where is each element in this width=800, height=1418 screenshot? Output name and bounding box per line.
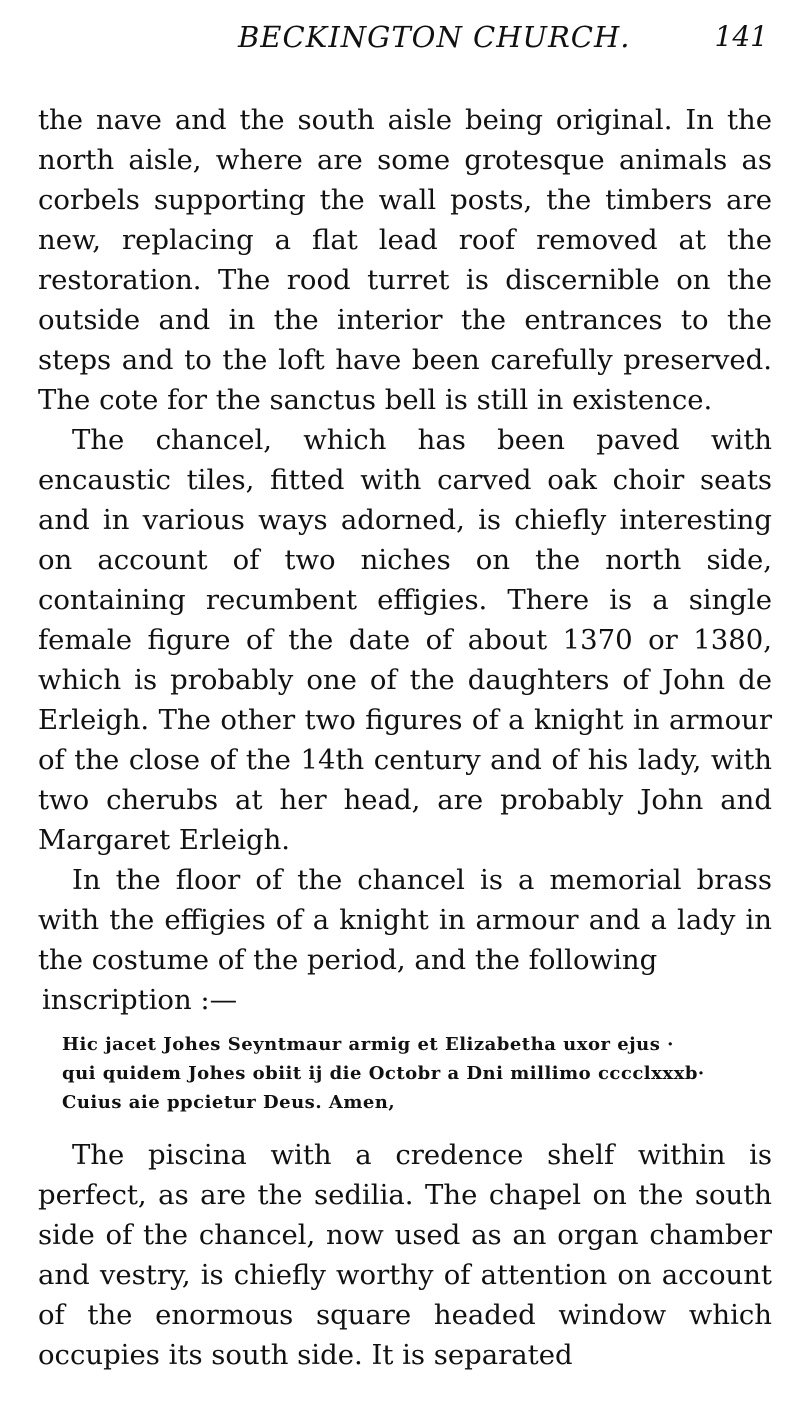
- running-title: BECKINGTON CHURCH.: [238, 20, 631, 54]
- paragraph-brass: In the floor of the chancel is a memorial brass with the effigies of a knight in armour and a lady in the costume of the period, and the following: [38, 864, 772, 976]
- inscription-line: qui quidem Johes obiit ij die Octobr a Dni millimo cccclxxxb·: [62, 1063, 705, 1084]
- paragraph-piscina: The piscina with a credence shelf within is perfect, as are the sedilia. The chapel on the south side of the chancel, now used as an organ chamber and vestry, is chiefly worthy of attention on account of the enormous square headed window which occupies its south side. It is separated: [38, 1139, 772, 1371]
- inscription-line: Cuius aie ppcietur Deus. Amen,: [62, 1092, 396, 1113]
- blackletter-inscription: [62, 1030, 772, 1117]
- page-header: [38, 0, 772, 62]
- inscription-lead: inscription :—: [42, 984, 238, 1016]
- inscription-line: Hic jacet Johes Seyntmaur armig et Elizabetha uxor ejus ·: [62, 1034, 674, 1055]
- paragraph-chancel: The chancel, which has been paved with encaustic tiles, fitted with carved oak choir seats and in various ways adorned, is chiefly interesting on account of two niches on the north side, containing recumbent effigies. There is a single female figure of the date of about 1370 or 1380, which is probably one of the daughters of John de Erleigh. The other two figures of a knight in armour of the close of the 14th century and of his lady, with two cherubs at her head, are probably John and Margaret Erleigh.: [38, 424, 772, 856]
- paragraph-nave: the nave and the south aisle being original. In the north aisle, where are some grotesque animals as corbels supporting the wall posts, the timbers are new, replacing a flat lead roof removed at the restoration. The rood turret is discernible on the outside and in the interior the entrances to the steps and to the loft have been carefully preserved. The cote for the sanctus bell is still in existence.: [38, 104, 772, 416]
- page-number: 141: [714, 20, 768, 53]
